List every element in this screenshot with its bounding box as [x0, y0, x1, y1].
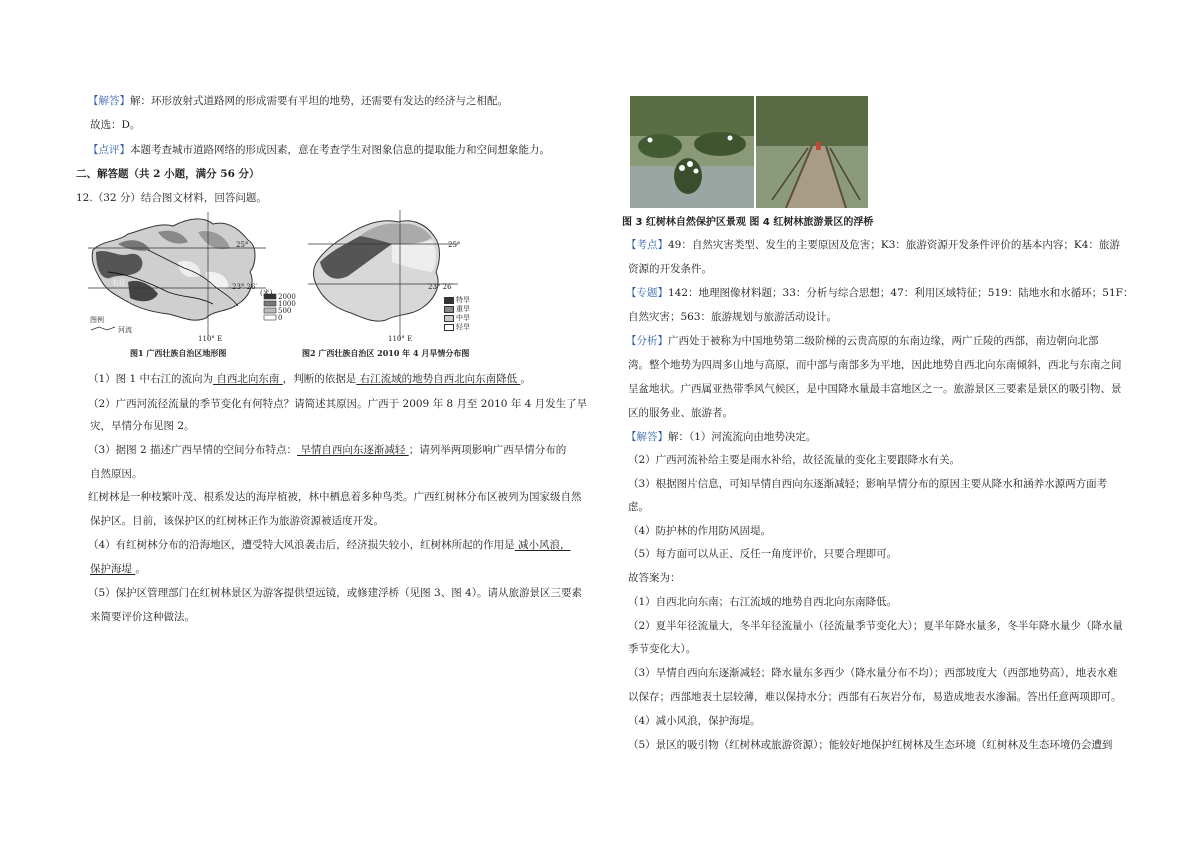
floating-bridge-photo: [756, 96, 868, 208]
fig2-lon110: 110° E: [388, 335, 413, 343]
comment-line: 【点评】本题考查城市道路网络的形成因素，意在考查学生对图象信息的提取能力和空间想象能力。: [88, 144, 550, 156]
legend-swatch-3: [444, 315, 454, 322]
photo-caption: 图 3 红树林自然保护区景观 图 4 红树林旅游景区的浮桥: [622, 217, 874, 228]
fig2-legend-2: 重旱: [444, 304, 470, 314]
section-heading: 二、解答题（共 2 小题，满分 56 分）: [76, 168, 260, 180]
fig1-h2000: 2000: [278, 293, 296, 301]
mangrove-intro-2: 保护区。目前，该保护区的红树林正作为旅游资源被适度开发。: [90, 515, 384, 527]
zhuanti-line2: 自然灾害；563：旅游规划与旅游活动设计。: [628, 311, 838, 323]
answer-1: （1）自西北向东南；右江流域的地势自西北向东南降低。: [628, 596, 898, 608]
fig1-legend-river: 河流: [118, 326, 132, 334]
q12-part5-line1: （5）保护区管理部门在红树林景区为游客提供望远镜，或修建浮桥（见图 3、图 4）。请从旅游景区三要素: [88, 587, 582, 599]
answer-heading: 故答案为：: [628, 572, 681, 584]
q12-part2-line2: 灾，旱情分布见图 2。: [90, 420, 195, 432]
fenxi-line2: 湾。整个地势为四周多山地与高原，而中部与南部多为平地，因此地势自西北向东南倾斜，西北与东南之间: [628, 359, 1122, 371]
jieda-line5: （4）防护林的作用防风固堤。: [628, 525, 772, 537]
choice-line: 故选：D。: [90, 119, 141, 131]
fig1-lat23: 23° 26′: [232, 283, 258, 291]
answer-4: （4）减小风浪，保护海堤。: [628, 715, 761, 727]
question-12: 12.（32 分）结合图文材料，回答问题。: [76, 192, 267, 204]
fig1-caption: 图1 广西壮族自治区地形图: [130, 348, 227, 358]
answer-3-line2: 以保存；西部地表土层较薄，难以保持水分；西部有石灰岩分布，易造成地表水渗漏。答出任意两项即可。: [628, 691, 1122, 703]
fig2-legend-1: 特旱: [444, 295, 470, 305]
legend-swatch-1: [444, 297, 454, 304]
zhuanti-line1: 【专题】142：地理图像材料题；33：分析与综合思想；47：利用区域特征；519：陆地水和水循环；51F：: [626, 287, 1134, 299]
legend-swatch-4: [444, 324, 454, 331]
figure1-terrain-map: [88, 212, 288, 340]
mangrove-intro-1: 红树林是一种枝繁叶茂、根系发达的海岸植被，林中栖息着多种鸟类。广西红树林分布区被列为国家级自然: [88, 491, 582, 503]
q12-part5-line2: 来简要评价这种做法。: [90, 611, 195, 623]
mangrove-reserve-photo: [630, 96, 754, 208]
fig1-unit: (米): [260, 289, 273, 297]
fig1-lat25: 25°: [236, 241, 249, 249]
jieda-line3: （3）根据图片信息，可知旱情自西向东逐渐减轻；影响旱情分布的原因主要从降水和涵养水源两方面考: [628, 478, 1108, 490]
q12-part1: （1）图 1 中右江的流向为 自西北向东南 ，判断的依据是 右江流域的地势自西北向东南降低 。: [88, 373, 531, 385]
jieda-line4: 虑。: [628, 501, 649, 513]
answer-3-line1: （3）旱情自西向东逐渐减轻；降水量东多西少（降水量分布不均）；西部坡度大（西部地势高），地表水难: [628, 667, 1118, 679]
fenxi-line1: 【分析】广西处于被称为中国地势第二级阶梯的云贵高原的东南边缘，两广丘陵的西部，南边朝向北部: [626, 335, 1099, 347]
kaodian-line1: 【考点】49：自然灾害类型、发生的主要原因及危害；K3：旅游资源开发条件评价的基本内容；K4：旅游: [626, 239, 1120, 251]
fig2-lat25: 25°: [448, 241, 461, 249]
jieda-line6: （5）每方面可以从正、反任一角度评价，只要合理即可。: [628, 548, 898, 560]
q12-part4-line2: 保护海堤 。: [90, 563, 146, 575]
jieda-line2: （2）广西河流补给主要是雨水补给，故径流量的变化主要跟降水有关。: [628, 454, 961, 466]
answer-2-line2: 季节变化大）。: [628, 643, 697, 655]
legend-swatch-2: [444, 306, 454, 313]
fig2-lat23: 23° 26′: [428, 283, 454, 291]
answer-line: 【解答】解：环形放射式道路网的形成需要有平坦的地势，还需要有发达的经济与之相配。: [88, 95, 508, 107]
kaodian-line2: 资源的开发条件。: [628, 263, 712, 275]
fenxi-line3: 呈盆地状。广西属亚热带季风气候区，是中国降水量最丰富地区之一。旅游景区三要素是景区的吸引物、景: [628, 383, 1122, 395]
fig1-river-label: 右江: [112, 279, 126, 287]
fig1-h1000: 1000: [278, 300, 296, 308]
fig1-legend: 图例: [90, 316, 104, 324]
fig1-lon110: 110° E: [198, 335, 223, 343]
fenxi-line4: 区的服务业、旅游者。: [628, 407, 733, 419]
fig1-h0: 0: [278, 314, 283, 322]
q12-part3-line2: 自然原因。: [90, 468, 143, 480]
answer-5: （5）景区的吸引物（红树林或旅游资源）；能较好地保护红树林及生态环境（红树林及生态环境仍会遭到: [628, 739, 1113, 751]
fig2-legend-4: 轻旱: [444, 322, 470, 332]
q12-part3-line1: （3）据图 2 描述广西旱情的空间分布特点： 旱情自西向东逐渐减轻 ；请列举两项影响广西旱情分布的: [88, 444, 567, 456]
jieda-line1: 【解答】解：（1）河流流向由地势决定。: [626, 431, 817, 443]
fig2-caption: 图2 广西壮族自治区 2010 年 4 月旱情分布图: [302, 348, 470, 358]
fig2-legend-3: 中旱: [444, 313, 470, 323]
answer-2-line1: （2）夏半年径流量大，冬半年径流量小（径流量季节变化大）；夏半年降水量多，冬半年降水量少（降水量: [628, 620, 1123, 632]
fig1-h500: 500: [278, 307, 292, 315]
q12-part4-line1: （4）有红树林分布的沿海地区，遭受特大风浪袭击后，经济损失较小，红树林所起的作用是 减小风浪，: [88, 539, 571, 551]
q12-part2-line1: （2）广西河流径流量的季节变化有何特点？请简述其原因。广西于 2009 年 8 月至 2010 年 4 月发生了旱: [88, 398, 588, 410]
